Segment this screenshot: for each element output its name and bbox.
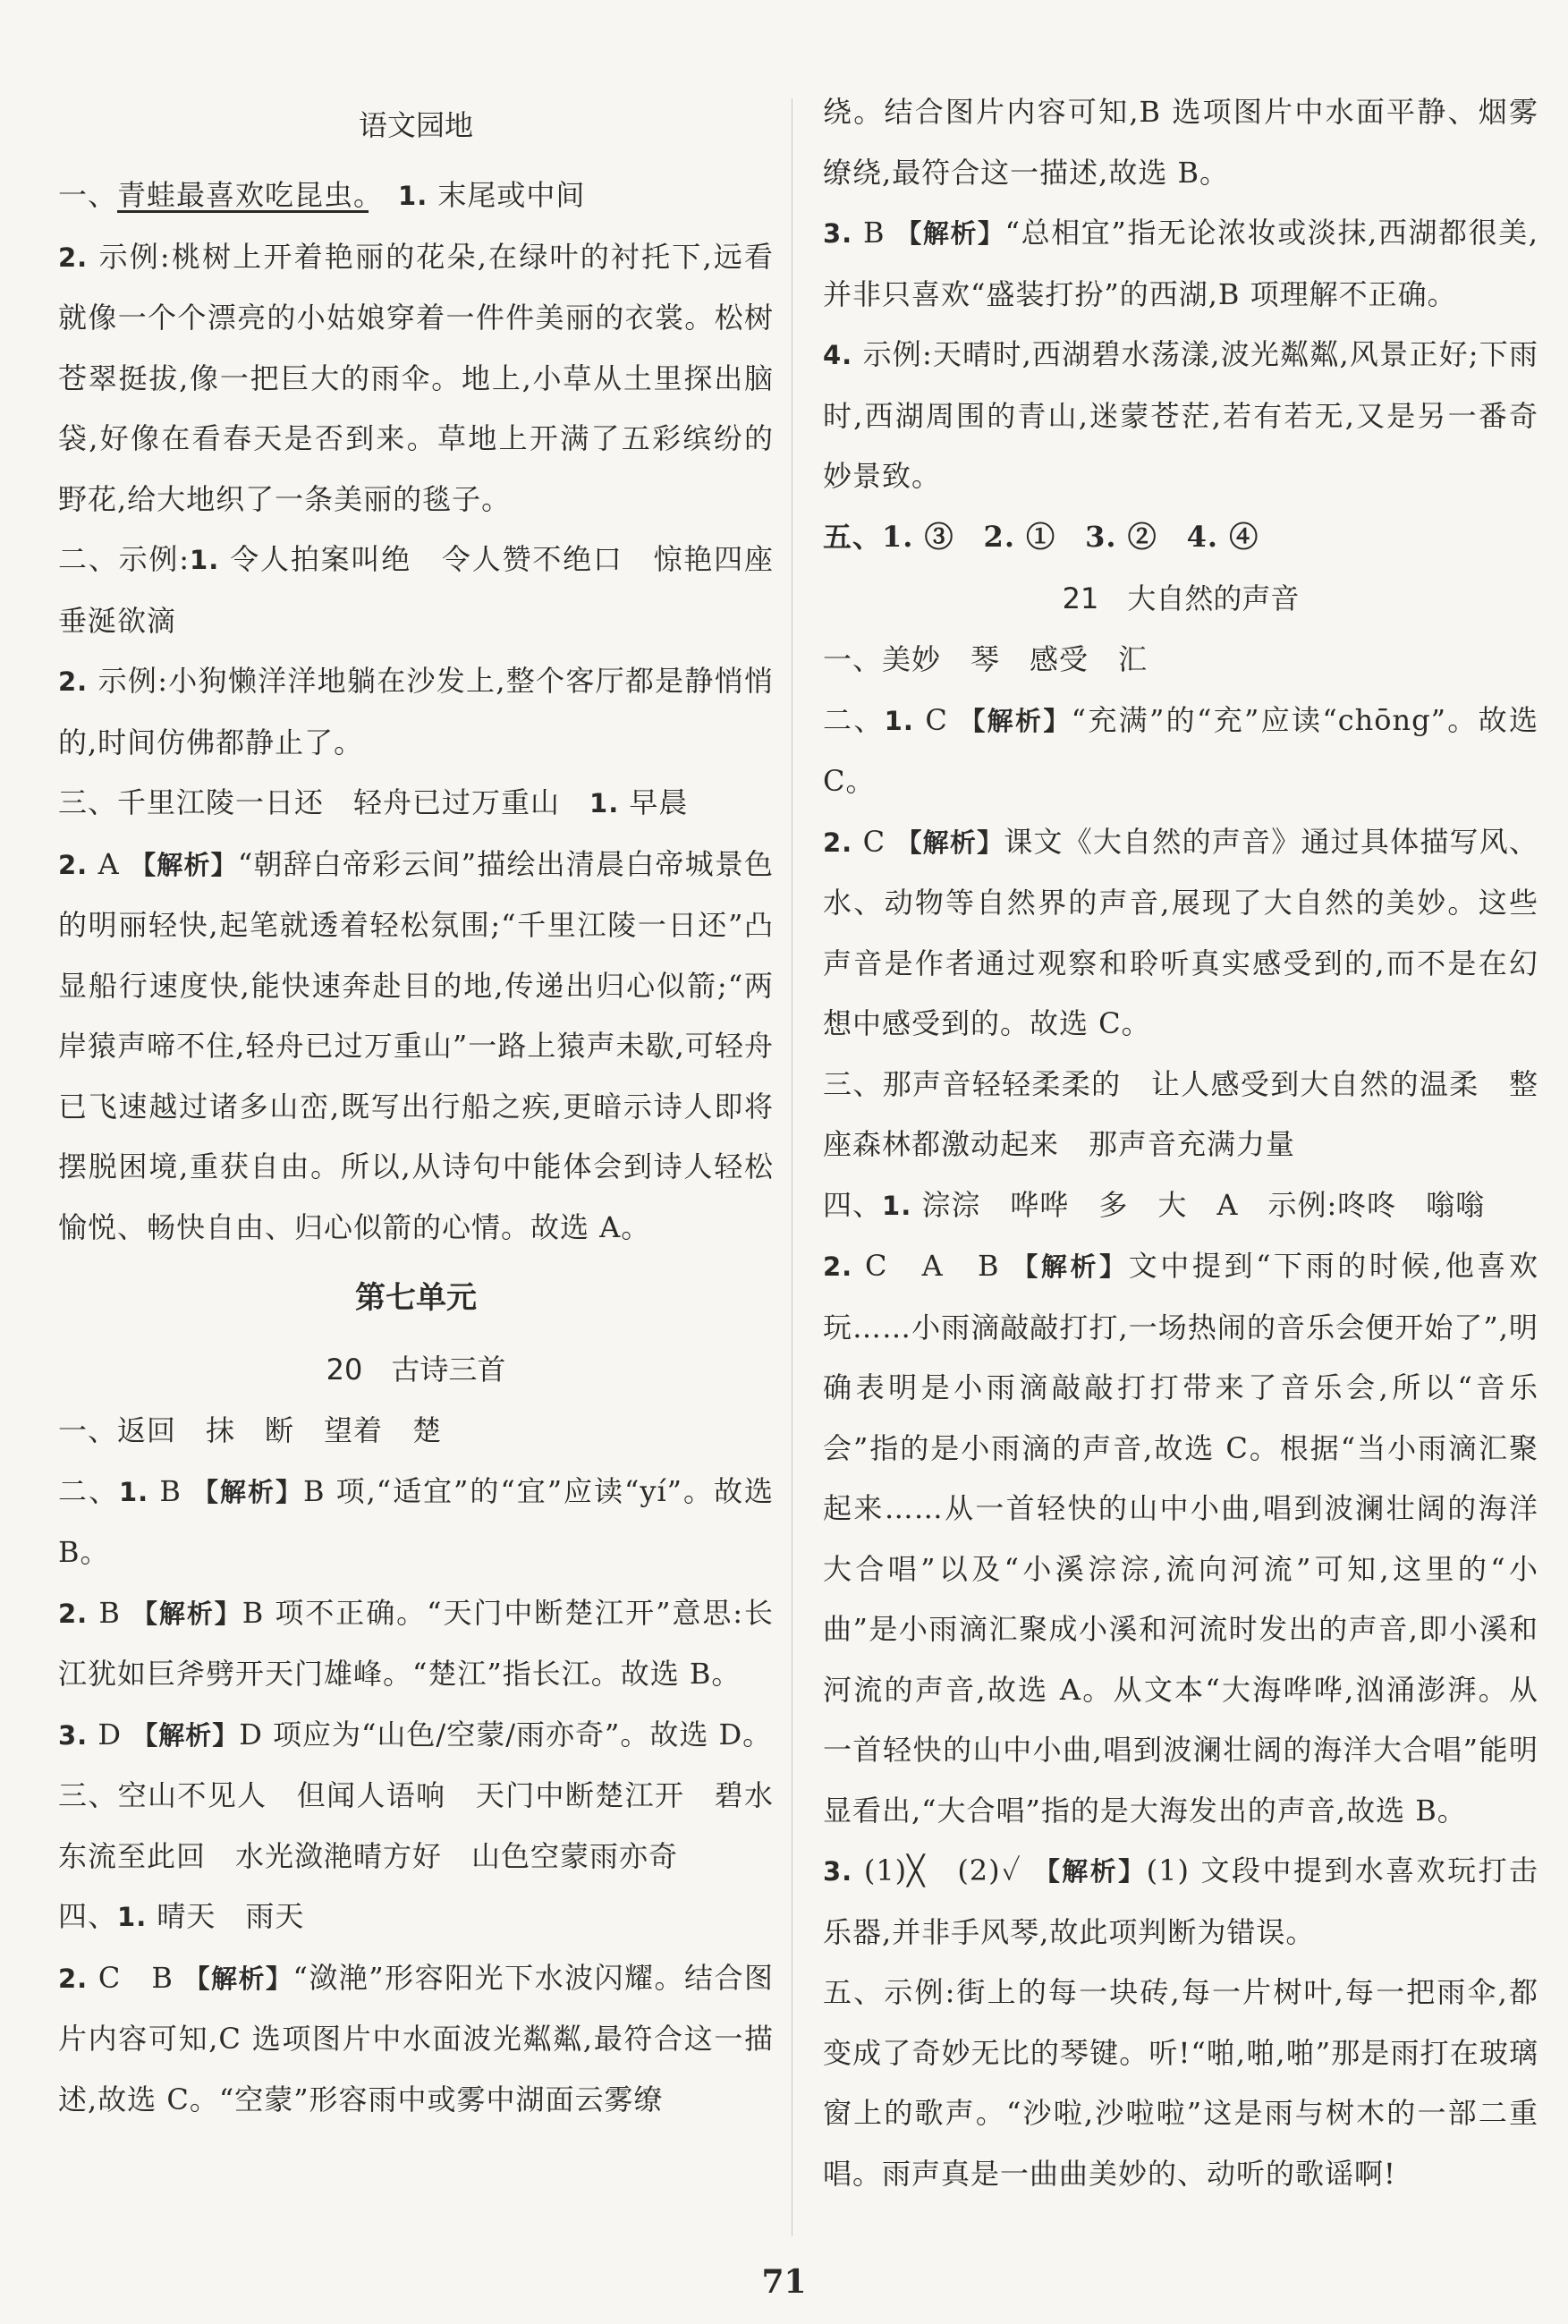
analysis-tag: 【解析】 bbox=[895, 827, 1004, 858]
page-number: 71 bbox=[761, 2263, 807, 2301]
answer-paragraph: 2. A 【解析】“朝辞白帝彩云间”描绘出清晨白帝城景色的明丽轻快,起笔就透着轻松氛围;“千里江陵一日还”凸显船行速度快,能快速奔赴目的地,传递出归心似箭;“两岸猿声啼不住,轻舟已过万重山”一路上猿声未歇,可轻舟已飞速越过诸多山峦,既写出行船之疾,更暗示诗人即将摆脱困境,重获自由。所以,从诗句中能体会到诗人轻松愉悦、畅快自由、归心似箭的心情。故选 A。 bbox=[58, 846, 775, 1244]
answer-paragraph: 3. B 【解析】“总相宜”指无论浓妆或淡抹,西湖都很美,并非只喜欢“盛装打扮”的西湖,B 项理解不正确。 bbox=[823, 216, 1538, 311]
answer-paragraph: 3. D 【解析】D 项应为“山色/空蒙/雨亦奇”。故选 D。 bbox=[58, 1717, 773, 1751]
answer-paragraph: 三、空山不见人 但闻人语响 天门中断楚江开 碧水东流至此回 水光潋滟晴方好 山色空蒙雨亦奇 bbox=[58, 1778, 774, 1873]
answer-line: 一、青蛙最喜欢吃昆虫。 1. 末尾或中间 bbox=[58, 178, 586, 212]
answer-paragraph: 二、示例:1. 令人拍案叫绝 令人赞不绝口 惊艳四座 垂涎欲滴 bbox=[58, 542, 803, 638]
section-title-garden: 语文园地 bbox=[358, 108, 473, 142]
answer-line: 四、1. 淙淙 哗哗 多 大 A 示例:咚咚 嗡嗡 bbox=[823, 1187, 1486, 1222]
answer-paragraph: 二、1. B 【解析】B 项,“适宜”的“宜”应读“yí”。故选 B。 bbox=[58, 1473, 774, 1569]
answer-line: 五、1. ③ 2. ① 3. ② 4. ④ bbox=[823, 519, 1259, 554]
analysis-tag: 【解析】 bbox=[1012, 1251, 1129, 1282]
answer-line: 三、千里江陵一日还 轻舟已过万重山 1. 早晨 bbox=[58, 785, 689, 819]
analysis-tag: 【解析】 bbox=[183, 1963, 293, 1994]
lesson-title: 20 古诗三首 bbox=[326, 1353, 506, 1387]
answer-line: 四、1. 晴天 雨天 bbox=[58, 1899, 305, 1933]
answer-paragraph: 五、示例:街上的每一块砖,每一片树叶,每一把雨伞,都变成了奇妙无比的琴键。听!“啪,啪,啪”那是雨打在玻璃窗上的歌声。“沙啦,沙啦啦”这是雨与树木的一部二重唱。雨声真是一曲曲美妙的、动听的歌谣啊! bbox=[823, 1975, 1538, 2191]
right-column bbox=[823, 82, 1538, 2204]
answer-line: 一、美妙 琴 感受 汇 bbox=[823, 642, 1148, 676]
left-column bbox=[58, 85, 803, 2130]
answer-paragraph: 三、那声音轻轻柔柔的 让人感受到大自然的温柔 整座森林都激动起来 那声音充满力量 bbox=[823, 1066, 1538, 1161]
answer-paragraph: 2. 示例:小狗懒洋洋地躺在沙发上,整个客厅都是静悄悄的,时间仿佛都静止了。 bbox=[58, 664, 774, 759]
analysis-tag: 【解析】 bbox=[130, 849, 238, 880]
answer-paragraph: 2. C B 【解析】“潋滟”形容阳光下水波闪耀。结合图片内容可知,C 选项图片中水面波光粼粼,最符合这一描述,故选 C。“空蒙”形容雨中或雾中湖面云雾缭 bbox=[58, 1960, 774, 2116]
analysis-tag: 【解析】 bbox=[131, 1598, 242, 1629]
analysis-tag: 【解析】 bbox=[192, 1476, 303, 1507]
unit-title: 第七单元 bbox=[355, 1280, 477, 1316]
answer-paragraph: 2. C A B 【解析】文中提到“下雨的时候,他喜欢玩……小雨滴敲敲打打,一场热闹的音乐会便开始了”,明确表明是小雨滴敲敲打打带来了音乐会,所以“音乐会”指的是小雨滴的声音,故选 C。根据“当小雨滴汇聚起来……从一首轻快的山中小曲,唱到波澜壮阔的海洋大合唱”以及“小溪淙淙,流向河流”可知,这里的“小曲”是小雨滴汇聚成小溪和河流时发出的声音,即小溪和河流的声音,故选 A。从文本“大海哗哗,汹涌澎湃。从一首轻快的山中小曲,唱到波澜壮阔的海洋大合唱”能明显看出,“大合唱”指的是大海发出的声音,故选 B。 bbox=[823, 1249, 1539, 1828]
answer-line: 一、返回 抹 断 望着 楚 bbox=[58, 1413, 443, 1447]
analysis-tag: 【解析】 bbox=[1033, 1856, 1147, 1887]
underlined-answer: 青蛙最喜欢吃昆虫。 bbox=[117, 178, 369, 212]
answer-paragraph: 2. B 【解析】B 项不正确。“天门中断楚江开”意思:长江犹如巨斧劈开天门雄峰。“楚江”指长江。故选 B。 bbox=[58, 1595, 774, 1691]
answer-paragraph: 3. (1)╳ (2)✓ 【解析】(1) 文段中提到水喜欢玩打击乐器,并非手风琴,故此项判断为错误。 bbox=[823, 1853, 1539, 1949]
analysis-tag: 【解析】 bbox=[959, 705, 1072, 736]
answer-paragraph: 2. 示例:桃树上开着艳丽的花朵,在绿叶的衬托下,远看就像一个个漂亮的小姑娘穿着一件件美丽的衣裳。松树苍翠挺拔,像一把巨大的雨伞。地上,小草从土里探出脑袋,好像在看春天是否到来。草地上开满了五彩缤纷的野花,给大地织了一条美丽的毯子。 bbox=[58, 239, 774, 516]
answer-paragraph: 4. 示例:天晴时,西湖碧水荡漾,波光粼粼,风景正好;下雨时,西湖周围的青山,迷蒙苍茫,若有若无,又是另一番奇妙景致。 bbox=[823, 337, 1538, 493]
lesson-title: 21 大自然的声音 bbox=[1062, 581, 1300, 615]
analysis-tag: 【解析】 bbox=[895, 218, 1005, 249]
answer-paragraph: 2. C 【解析】课文《大自然的声音》通过具体描写风、水、动物等自然界的声音,展现了大自然的美妙。这些声音是作者通过观察和聆听真实感受到的,而不是在幻想中感受到的。故选 C。 bbox=[823, 824, 1538, 1040]
answer-paragraph: 绕。结合图片内容可知,B 选项图片中水面平静、烟雾缭绕,最符合这一描述,故选 B。 bbox=[823, 95, 1538, 190]
answer-paragraph: 二、1. C 【解析】“充满”的“充”应读“chōng”。故选 C。 bbox=[823, 702, 1538, 798]
analysis-tag: 【解析】 bbox=[131, 1719, 240, 1751]
